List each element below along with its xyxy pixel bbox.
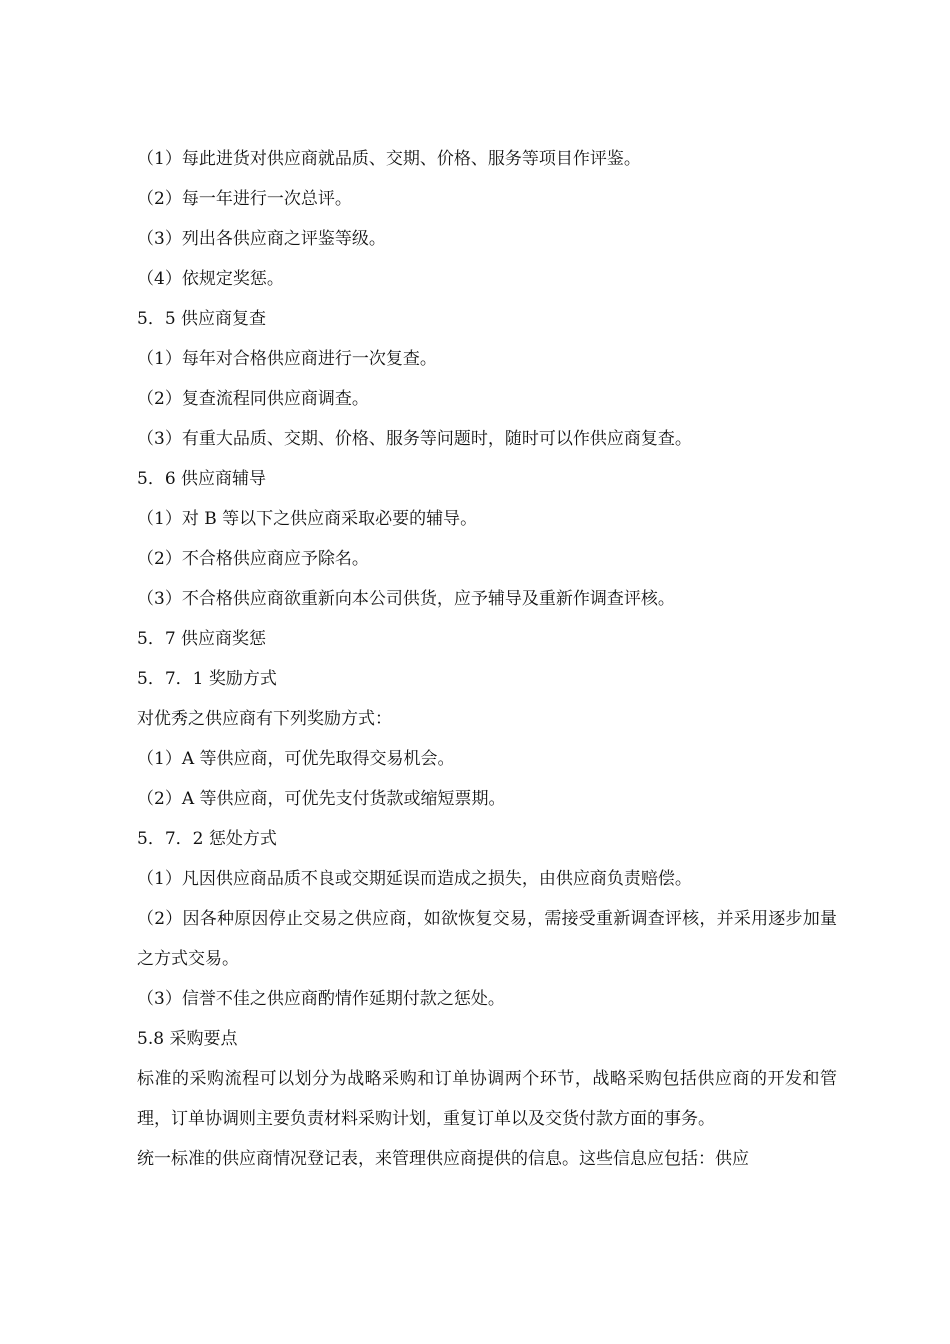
text-line: （3）列出各供应商之评鉴等级。: [137, 229, 386, 249]
text-line: （1）每年对合格供应商进行一次复查。: [137, 349, 437, 369]
section-heading: 5．6 供应商辅导: [137, 469, 267, 489]
text-line: （1）A 等供应商，可优先取得交易机会。: [137, 749, 455, 769]
document-body: [137, 143, 837, 1183]
subsection-heading: 5．7．1 奖励方式: [137, 669, 277, 689]
section-heading: 5．5 供应商复查: [137, 309, 267, 329]
text-line: （2）A 等供应商，可优先支付货款或缩短票期。: [137, 789, 506, 809]
subsection-heading: 5．7．2 惩处方式: [137, 829, 277, 849]
text-line: （3）不合格供应商欲重新向本公司供货，应予辅导及重新作调查评核。: [137, 589, 675, 609]
text-line: （2）每一年进行一次总评。: [137, 189, 352, 209]
section-heading: 5.8 采购要点: [137, 1029, 238, 1049]
text-line: 对优秀之供应商有下列奖励方式：: [137, 709, 392, 729]
text-line: （3）信誉不佳之供应商酌情作延期付款之惩处。: [137, 989, 505, 1009]
text-line: （4）依规定奖惩。: [137, 269, 284, 289]
text-line: （3）有重大品质、交期、价格、服务等问题时，随时可以作供应商复查。: [137, 429, 692, 449]
text-line: （1）对 B 等以下之供应商采取必要的辅导。: [137, 509, 478, 529]
text-line: （2）复查流程同供应商调查。: [137, 389, 369, 409]
text-line: （1）每此进货对供应商就品质、交期、价格、服务等项目作评鉴。: [137, 149, 641, 169]
text-paragraph: 标准的采购流程可以划分为战略采购和订单协调两个环节，战略采购包括供应商的开发和管理，订单协调则主要负责材料采购计划，重复订单以及交货付款方面的事务。: [137, 1069, 837, 1129]
text-line: （1）凡因供应商品质不良或交期延误而造成之损失，由供应商负责赔偿。: [137, 869, 692, 889]
text-line: （2）不合格供应商应予除名。: [137, 549, 369, 569]
section-heading: 5．7 供应商奖惩: [137, 629, 267, 649]
text-paragraph: （2）因各种原因停止交易之供应商，如欲恢复交易，需接受重新调查评核，并采用逐步加量之方式交易。: [137, 909, 837, 969]
text-line: 统一标准的供应商情况登记表，来管理供应商提供的信息。这些信息应包括：供应: [137, 1149, 749, 1169]
